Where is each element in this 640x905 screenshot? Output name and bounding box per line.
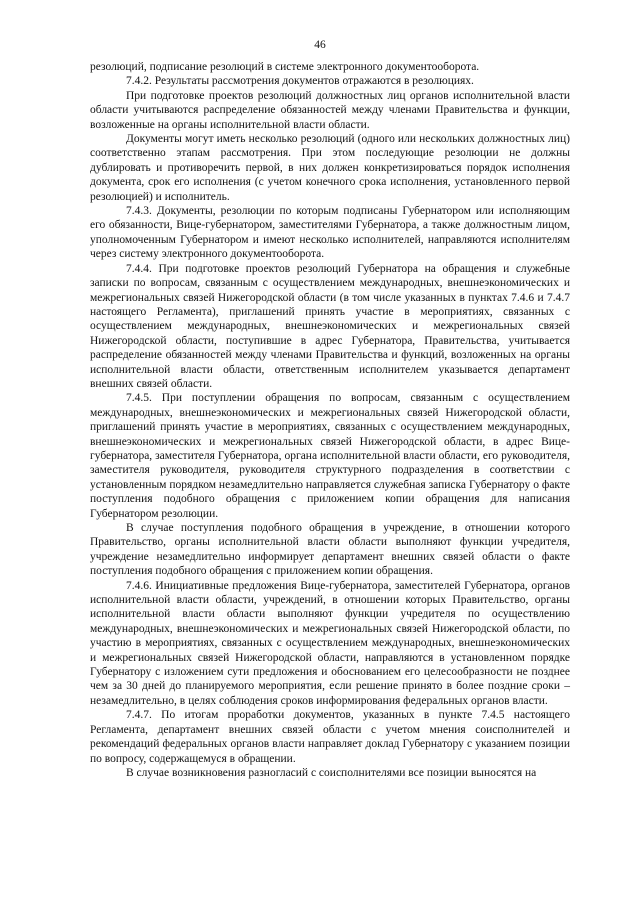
paragraph-continuation: резолюций, подписание резолюций в системе электронного документооборота. [90,61,480,73]
paragraph-7-4-2: 7.4.2. Результаты рассмотрения документов отражаются в резолюциях. [126,75,474,88]
paragraph-institution-case: В случае поступления подобного обращения в учреждение, в отношении которого Правительство, органы исполнительной власти области выполняют функции учредителя, учреждение незамедлительно информирует департамент внешних связей области о факте поступления подобного обращения с приложением копии обращения. [90,522,570,578]
paragraph-multiple-resolutions: Документы могут иметь несколько резолюций (одного или нескольких должностных лиц) соответственно этапам рассмотрения. При этом последующие резолюции не должны дублировать и противоречить первой, в них должен конкретизироваться порядок исполнения документа, срок его исполнения (с учетом конечного срока исполнения, установленного первой резолюцией) и исполнитель. [90,133,570,203]
page-number: 46 [314,39,326,51]
paragraph-7-4-5: 7.4.5. При поступлении обращения по вопросам, связанным с осуществлением международных, внешнеэкономических и межрегиональных связей Нижегородской области, приглашений принять участие в мероприятиях, связанных с осуществлением международных, внешнеэкономических и межрегиональных связей Нижегородской области, в адрес Вице-губернатора, заместителя Губернатора, органа исполнительной власти области, его руководителя, заместителя руководителя, руководителя структурного подразделения в соответствии с установленным порядком незамедлительно направляется служебная записка Губернатору о факте поступления подобного обращения с приложением копии обращения для написания Губернатором резолюции. [90,392,570,520]
paragraph-7-4-4: 7.4.4. При подготовке проектов резолюций Губернатора на обращения и служебные записки по вопросам, связанным с осуществлением международных, внешнеэкономических и межрегиональных связей Нижегородской области (в том числе указанных в пунктах 7.4.6 и 7.4.7 настоящего Регламента), приглашений принять участие в мероприятиях, связанных с осуществлением международных, внешнеэкономических и межрегиональных связей Нижегородской области, поступившие в адрес Губернатора, Правительства, учитывается распределение обязанностей между членами Правительства и функций, возложенных на органы исполнительной власти области, ответственным исполнителем указывается департамент внешних связей области. [90,262,570,390]
paragraph-resolution-preparation: При подготовке проектов резолюций должностных лиц органов исполнительной власти области учитываются распределение обязанностей между членами Правительства и функции, возложенные на органы исполнительной власти области. [90,89,570,131]
document-body [90,60,570,780]
paragraph-7-4-7: 7.4.7. По итогам проработки документов, указанных в пункте 7.4.5 настоящего Регламента, департамент внешних связей области с учетом мнения соисполнителей и рекомендаций федеральных органов власти направляет доклад Губернатору с указанием позиции по вопросу, содержащемуся в обращении. [90,709,570,765]
paragraph-disagreements: В случае возникновения разногласий с соисполнителями все позиции выносятся на [126,766,537,779]
paragraph-7-4-3: 7.4.3. Документы, резолюции по которым подписаны Губернатором или исполняющим его обязанности, Вице-губернатором, заместителями Губернатора, а также должностным лицом, уполномоченным Губернатором и имеют несколько исполнителей, направляются исполнителям через систему электронного документооборота. [90,205,570,261]
paragraph-7-4-6: 7.4.6. Инициативные предложения Вице-губернатора, заместителей Губернатора, органов исполнительной власти области, учреждений, в отношении которых Правительство, органы исполнительной власти области выполняют функции учредителя по осуществлению международных, внешнеэкономических и межрегиональных связей Нижегородской области, по участию в мероприятиях, связанных с осуществлением международных, внешнеэкономических и межрегиональных связей Нижегородской области, направляются в установленном порядке Губернатору с изложением сути предложения и обоснованием его целесообразности не позднее чем за 30 дней до планируемого мероприятия, если решение принято в более поздние сроки – незамедлительно, в целях соблюдения сроков информирования федеральных органов власти. [90,579,570,707]
